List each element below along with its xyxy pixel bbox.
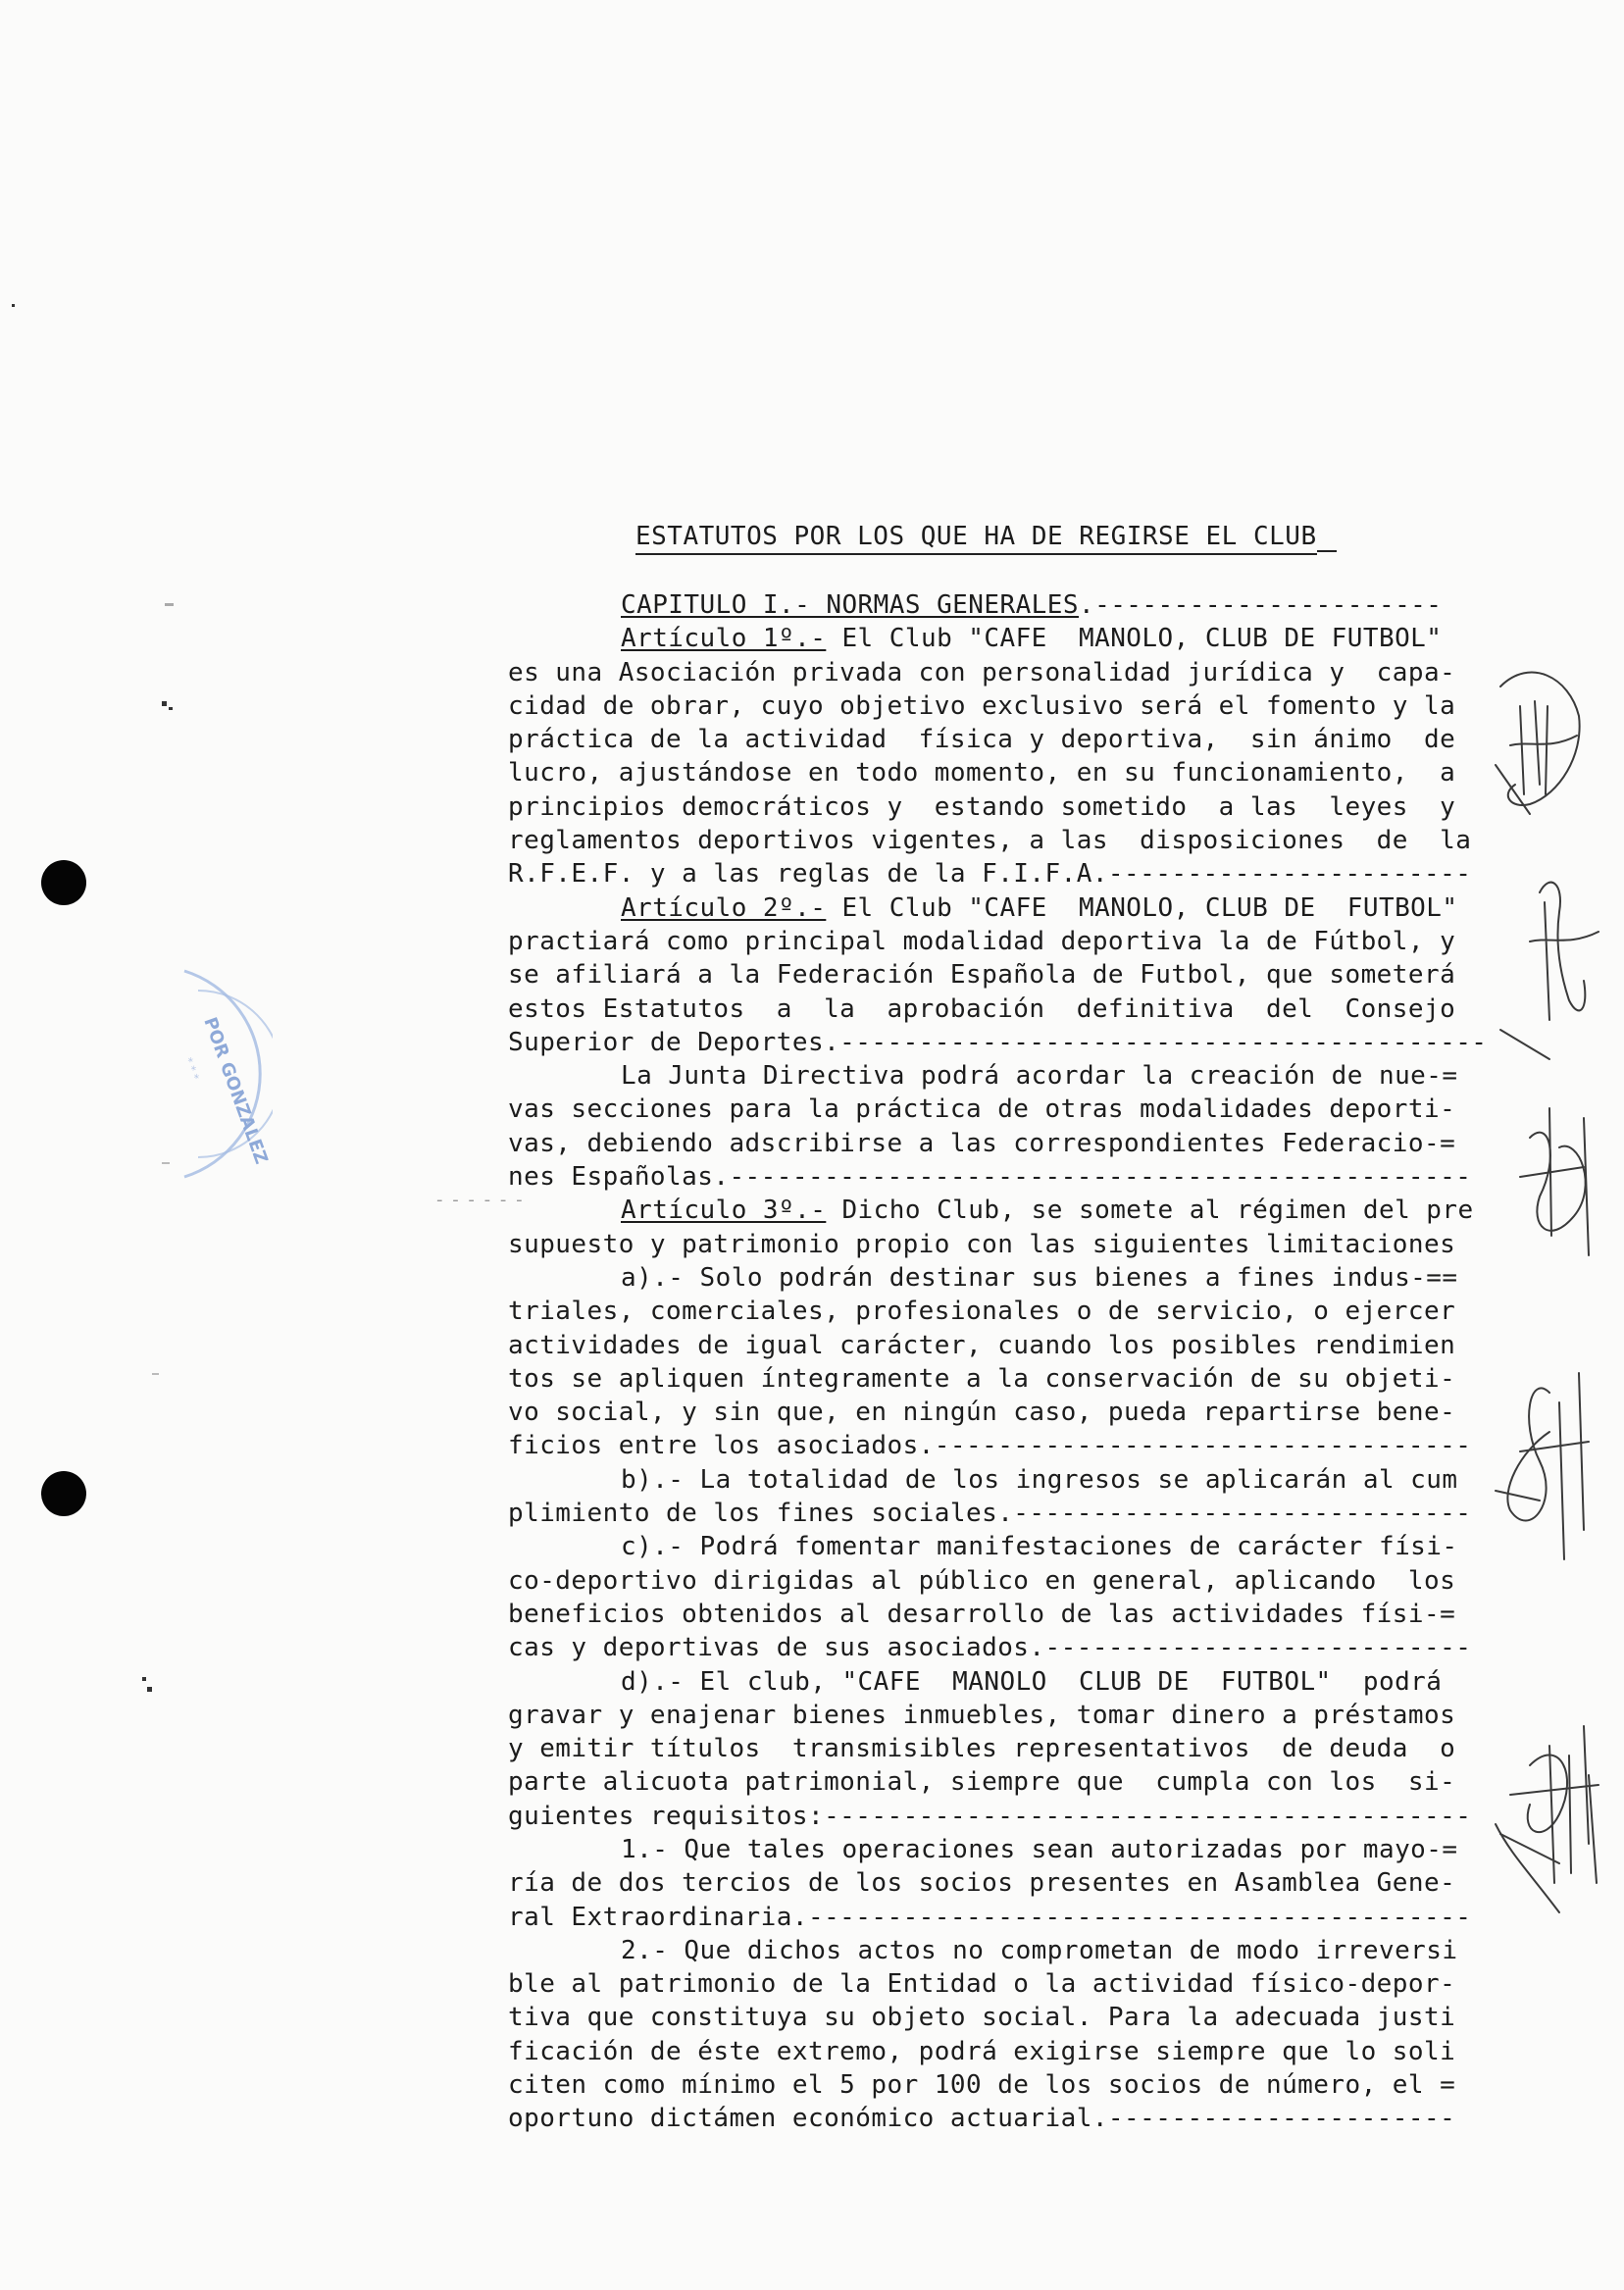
text-line [508,689,1489,723]
line-text: ficación de éste extremo, podrá exigirse siempre que lo soli [508,2036,1456,2066]
line-text: tiva que constituya su objeto social. Para la adecuada justi [508,2003,1456,2033]
line-text: El Club "CAFE MANOLO, CLUB DE FUTBOL" [826,892,1458,923]
line-text: tos se apliquen íntegramente a la conservación de su objeti- [508,1363,1456,1394]
line-text: lucro, ajustándose en todo momento, en su funcionamiento, a [508,758,1456,789]
line-text: 2.- Que dichos actos no comprometan de modo irreversi [621,1935,1458,1965]
line-text: supuesto y patrimonio propio con las siguientes limitaciones [508,1229,1456,1259]
line-text: ble al patrimonio de la Entidad o la actividad físico-depor- [508,1969,1456,2000]
text-line [508,2035,1489,2068]
line-text: .---------------------- [1079,590,1443,620]
text-line [508,1463,1489,1497]
text-line [508,1699,1489,1732]
line-text: vo social, y sin que, en ningún caso, pueda repartirse bene- [508,1398,1456,1428]
svg-text:* * *: * * * [181,1055,202,1083]
punch-hole-bottom [41,1471,86,1516]
line-text: beneficios obtenidos al desarrollo de las actividades físi-= [508,1599,1456,1629]
text-line [508,1160,1489,1194]
text-line [508,2102,1489,2135]
line-text: cas y deportivas de sus asociados.--------------------------- [508,1633,1472,1663]
text-line [508,1127,1489,1160]
scan-speck [142,1677,146,1681]
text-line [508,1530,1489,1563]
text-line [508,824,1489,857]
text-line [508,1261,1489,1295]
line-text: b).- La totalidad de los ingresos se aplicarán al cum [621,1464,1458,1495]
text-line [508,1026,1489,1059]
article-heading: Artículo 3º.- [621,1196,827,1226]
line-text: vas, debiendo adscribirse a las correspondientes Federacio-= [508,1128,1456,1158]
text-line [508,622,1489,655]
text-line [508,857,1489,891]
line-text: c).- Podrá fomentar manifestaciones de carácter físi- [621,1532,1458,1562]
line-text: ficios entre los asociados.---------------------------------- [508,1431,1472,1461]
text-line [508,588,1489,622]
faint-margin-mark: - - - - - - [436,1190,525,1210]
line-text: cidad de obrar, cuyo objetivo exclusivo será el fomento y la [508,690,1456,721]
line-text: y emitir títulos transmisibles representativos de deuda o [508,1734,1456,1764]
line-text: nes Españolas.----------------------------------------------- [508,1162,1472,1193]
punch-hole-top [41,860,86,905]
text-line [508,1866,1489,1900]
line-text: practiará como principal modalidad deportiva la de Fútbol, y [508,926,1456,956]
article-heading: Artículo 1º.- [621,624,827,654]
chapter-heading: CAPITULO I.- NORMAS GENERALES [621,590,1079,620]
text-line [508,1228,1489,1261]
line-text: ral Extraordinaria.------------------------------------------ [508,1902,1472,1932]
statutes-body [508,588,1489,2136]
line-text: La Junta Directiva podrá acordar la creación de nue-= [621,1061,1458,1092]
text-line [508,1732,1489,1765]
line-text: plimiento de los fines sociales.----------------------------- [508,1499,1472,1529]
text-line [508,1901,1489,1934]
line-text: co-deportivo dirigidas al público en general, aplicando los [508,1565,1456,1596]
document-title-text: ESTATUTOS POR LOS QUE HA DE REGIRSE EL CLUB [635,522,1317,555]
scan-speck [165,603,174,606]
text-line [508,1564,1489,1598]
line-text: actividades de igual carácter, cuando los posibles rendimien [508,1330,1456,1360]
text-line [508,1497,1489,1530]
line-text: guientes requisitos:----------------------------------------- [508,1801,1472,1831]
text-line [508,1059,1489,1093]
line-text: oportuno dictámen económico actuarial.---------------------- [508,2104,1456,2134]
text-line [508,925,1489,958]
text-line [508,958,1489,992]
scan-speck [152,1373,159,1375]
text-line [508,2068,1489,2102]
line-text: gravar y enajenar bienes inmuebles, tomar dinero a préstamos [508,1700,1456,1730]
line-text: El Club "CAFE MANOLO, CLUB DE FUTBOL" [826,624,1443,654]
line-text: a).- Solo podrán destinar sus bienes a fines indus-== [621,1262,1458,1293]
text-line [508,2001,1489,2034]
text-line [508,1093,1489,1126]
article-heading: Artículo 2º.- [621,892,827,923]
line-text: d).- El club, "CAFE MANOLO CLUB DE FUTBOL" podrá [621,1666,1443,1697]
line-text: ría de dos tercios de los socios presentes en Asamblea Gene- [508,1868,1456,1899]
text-line [508,1598,1489,1631]
blue-stamp [165,961,273,1187]
text-line [508,1295,1489,1328]
scan-speck [162,701,167,706]
line-text: Superior de Deportes.----------------------------------------- [508,1027,1488,1057]
line-text: parte alicuota patrimonial, siempre que cumpla con los si- [508,1767,1456,1798]
line-text: 1.- Que tales operaciones sean autorizadas por mayo-= [621,1834,1458,1864]
line-text: Dicho Club, se somete al régimen del pre [826,1196,1474,1226]
line-text: reglamentos deportivos vigentes, a las disposiciones de la [508,826,1472,856]
stamp-lettering: POR GONZALEZ [199,1014,272,1167]
text-line [508,1429,1489,1462]
scan-speck [147,1687,152,1692]
text-line [508,992,1489,1026]
scan-speck [169,707,173,710]
line-text: estos Estatutos a la aprobación definitiva del Consejo [508,993,1456,1024]
text-line [508,1934,1489,1967]
line-text: triales, comerciales, profesionales o de servicio, o ejercer [508,1297,1456,1327]
text-line [508,1967,1489,2001]
line-text: citen como mínimo el 5 por 100 de los socios de número, el = [508,2070,1456,2101]
document-title [635,522,1337,552]
line-text: práctica de la actividad física y deportiva, sin ánimo de [508,725,1456,755]
text-line [508,1396,1489,1429]
scan-speck [12,304,15,307]
line-text: es una Asociación privada con personalidad jurídica y capa- [508,657,1456,687]
text-line [508,756,1489,789]
line-text: principios democráticos y estando sometido a las leyes y [508,791,1456,822]
text-line [508,1765,1489,1799]
text-line [508,1362,1489,1396]
line-text: se afiliará a la Federación Española de Futbol, que someterá [508,960,1456,991]
text-line [508,1665,1489,1699]
line-text: R.F.E.F. y a las reglas de la F.I.F.A.----------------------- [508,859,1472,890]
text-line [508,1329,1489,1362]
text-line [508,790,1489,824]
text-line [508,891,1489,925]
text-line [508,1631,1489,1664]
margin-signatures [1491,647,1618,2069]
text-line [508,723,1489,756]
text-line [508,656,1489,689]
text-line [508,1833,1489,1866]
text-line [508,1800,1489,1833]
line-text: vas secciones para la práctica de otras modalidades deporti- [508,1094,1456,1125]
text-line [508,1194,1489,1227]
